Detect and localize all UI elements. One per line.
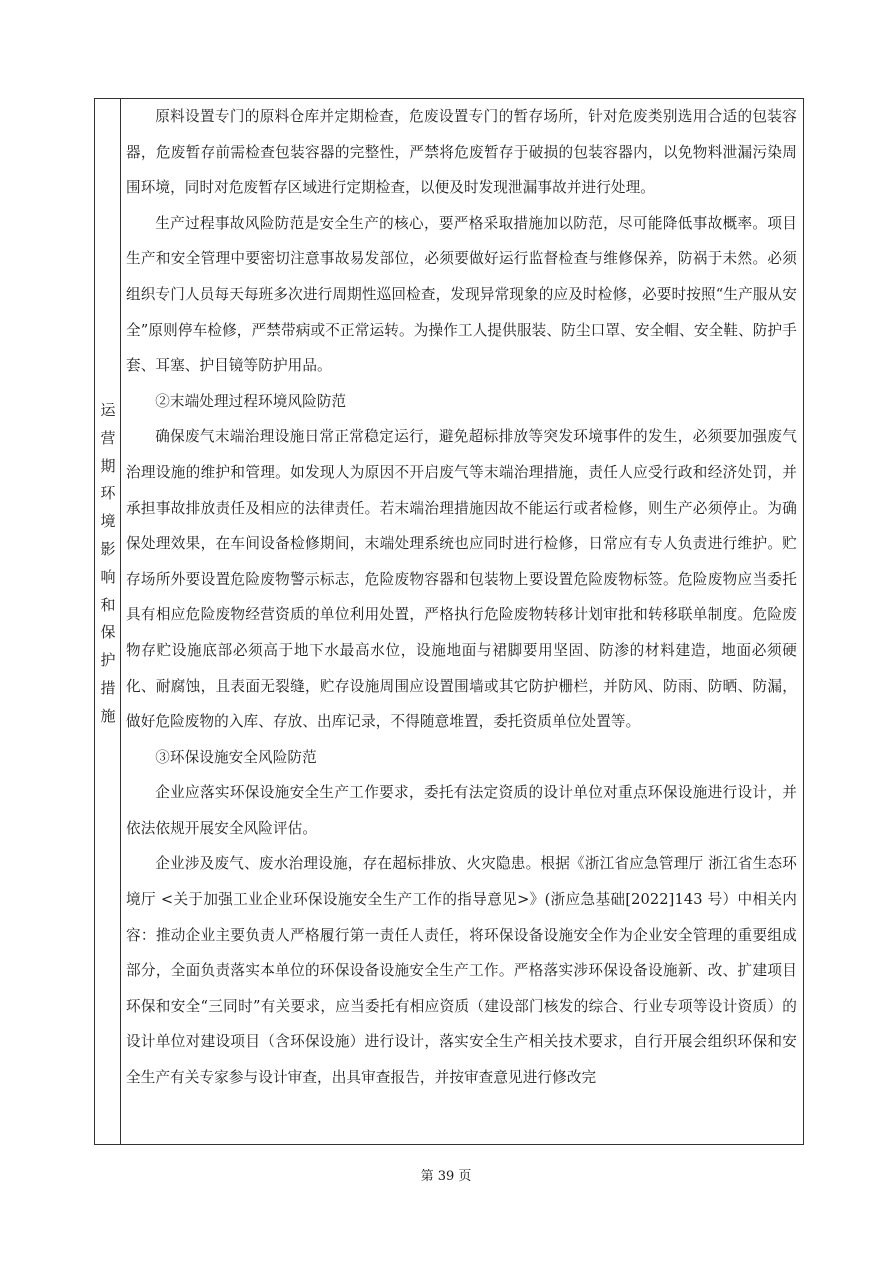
section-label-char: 环 — [100, 484, 116, 503]
content-cell — [121, 99, 803, 1144]
section-label-char: 期 — [100, 456, 116, 475]
section-label-char: 保 — [100, 623, 116, 642]
section-label-char: 境 — [100, 512, 116, 531]
paragraph-production-risk: 生产过程事故风险防范是安全生产的核心，要严格采取措施加以防范，尽可能降低事故概率。项目生产和安全管理中要密切注意事故易发部位，必须要做好运行监督检查与维修保养，防祸于未然。必须组织专门人员每天每班多次进行周期性巡回检查，发现异常现象的应及时检修，必要时按照“生产服从安全”原则停车检修，严禁带病或不正常运转。为操作工人提供服装、防尘口罩、安全帽、安全鞋、防护手套、耳塞、护目镜等防护用品。 — [126, 214, 797, 375]
subheading-env-facility-safety: ③环保设施安全风险防范 — [155, 748, 317, 766]
paragraph-facility-guidance: 企业涉及废气、废水治理设施，存在超标排放、火灾隐患。根据《浙江省应急管理厅 浙江省生态环境厅 <关于加强工业企业环保设施安全生产工作的指导意见>》(浙应急基础[2022]143 号）中相关内容：推动企业主要负责人严格履行第一责任人责任，将环保设备设施安全作为企业安全管理的重要组成部分，全面负责落实本单位的环保设备设施安全生产工作。严格落实涉环保设备设施新、改、扩建项目环保和安全“三同时”有关要求，应当委托有相应资质（建设部门核发的综合、行业专项等设计资质）的设计单位对建设项目（含环保设施）进行设计，落实安全生产相关技术要求，自行开展会组织环保和安全生产有关专家参与设计审查，出具审查报告，并按审查意见进行修改完 — [126, 855, 797, 1087]
section-label-char: 响 — [100, 567, 116, 586]
section-label-char: 措 — [100, 678, 116, 697]
paragraph-raw-material-storage: 原料设置专门的原料仓库并定期检查，危废设置专门的暂存场所，针对危废类别选用合适的包装容器，危废暂存前需检查包装容器的完整性，严禁将危废暂存于破损的包装容器内，以免物料泄漏污染周围环境，同时对危废暂存区域进行定期检查，以便及时发现泄漏事故并进行处理。 — [126, 108, 797, 197]
paragraph-facility-requirements: 企业应落实环保设施安全生产工作要求，委托有法定资质的设计单位对重点环保设施进行设计，并依法依规开展安全风险评估。 — [126, 784, 797, 837]
subheading-end-treatment: ②末端处理过程环境风险防范 — [155, 392, 347, 410]
paragraph-end-treatment: 确保废气末端治理设施日常正常稳定运行，避免超标排放等突发环境事件的发生，必须要加强废气治理设施的维护和管理。如发现人为原因不开启废气等末端治理措施，责任人应受行政和经济处罚，并承担事故排放责任及相应的法律责任。若末端治理措施因故不能运行或者检修，则生产必须停止。为确保处理效果，在车间设备检修期间，末端处理系统也应同时进行检修，日常应有专人负责进行维护。贮存场所外要设置危险废物警示标志，危险废物容器和包装物上要设置危险废物标签。危险废物应当委托具有相应危险废物经营资质的单位利用处置，严格执行危险废物转移计划审批和转移联单制度。危险废物存贮设施底部必须高于地下水最高水位，设施地面与裙脚要用坚固、防渗的材料建造，地面必须硬化、耐腐蚀，且表面无裂缝，贮存设施周围应设置围墙或其它防护栅栏，并防风、防雨、防晒、防漏，做好危险废物的入库、存放、出库记录，不得随意堆置，委托资质单位处置等。 — [126, 428, 797, 731]
section-label-char: 施 — [100, 706, 116, 725]
page-number: 第 39 页 — [420, 1169, 472, 1184]
section-label-char: 运 — [100, 401, 116, 419]
section-label-cell — [95, 99, 121, 1144]
section-label-char: 影 — [100, 539, 116, 558]
section-label-char: 营 — [100, 428, 116, 447]
section-label — [95, 397, 121, 731]
section-label-char: 护 — [100, 651, 116, 670]
section-label-char: 和 — [100, 595, 116, 614]
document-table — [94, 98, 804, 1145]
